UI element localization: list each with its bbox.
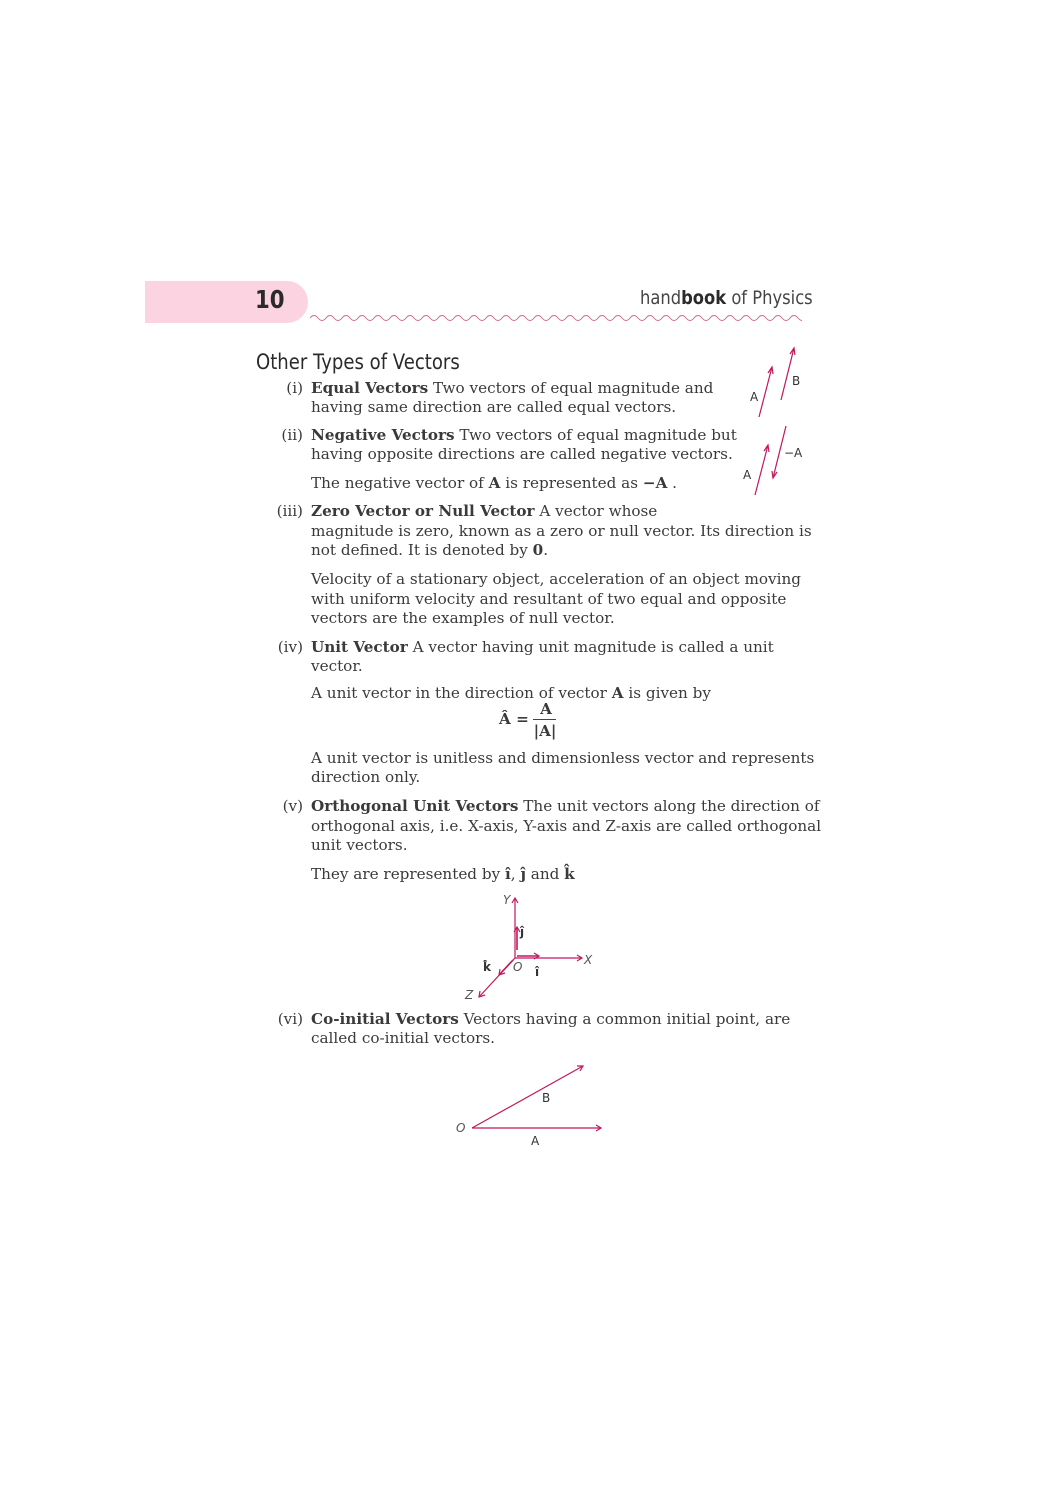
item-v-line3: unit vectors.	[311, 836, 408, 854]
coinitial-label-origin: O	[456, 1121, 466, 1135]
item-v-line1: Orthogonal Unit Vectors The unit vectors along the direction of	[311, 797, 820, 815]
formula-fraction-bar	[533, 719, 556, 720]
item-iv-line2: vector.	[311, 657, 363, 675]
item-iii-para-line1: Velocity of a stationary object, acceleration of an object moving	[311, 570, 801, 588]
vector-a-arrow	[759, 367, 772, 417]
item-vi-line1: Co-initial Vectors Vectors having a common initial point, are	[311, 1010, 791, 1028]
vector-a-arrow	[755, 445, 768, 495]
orthogonal-axes-figure	[460, 890, 600, 1005]
item-iii-para-line2: with uniform velocity and resultant of two equal and opposite	[311, 590, 787, 608]
negative-label-neg-a: −A	[784, 446, 803, 460]
item-vi-line2: called co-initial vectors.	[311, 1029, 495, 1047]
coinitial-label-a: A	[531, 1134, 540, 1148]
item-number-v: (v)	[282, 797, 303, 815]
axis-label-x: X	[584, 953, 593, 967]
axis-label-i: î	[535, 965, 540, 979]
item-iii-line1: Zero Vector or Null Vector A vector whose	[311, 502, 658, 520]
item-iii-line2: magnitude is zero, known as a zero or null vector. Its direction is	[311, 522, 812, 540]
item-number-ii: (ii)	[281, 426, 303, 444]
item-iv-para-line1: A unit vector is unitless and dimensionless vector and represents	[311, 749, 815, 767]
equal-label-a: A	[750, 390, 759, 404]
formula-denominator: |A|	[533, 722, 557, 740]
page-number: 10	[255, 285, 285, 314]
k-unit-vector	[499, 960, 513, 975]
item-iii-para-line3: vectors are the examples of null vector.	[311, 609, 615, 627]
header-wave-divider	[310, 312, 802, 324]
axis-label-j: ĵ	[520, 925, 525, 939]
item-ii-line2: having opposite directions are called negative vectors.	[311, 445, 733, 463]
section-title: Other Types of Vectors	[256, 350, 460, 374]
item-ii-note: The negative vector of A is represented as −A .	[311, 474, 678, 492]
item-v-line2: orthogonal axis, i.e. X-axis, Y-axis and Z-axis are called orthogonal	[311, 817, 822, 835]
item-i-line1: Equal Vectors Two vectors of equal magnitude and	[311, 379, 714, 397]
item-number-vi: (vi)	[277, 1010, 303, 1028]
axis-label-k: k̂	[483, 960, 491, 974]
book-title: handbook of Physics	[640, 287, 813, 309]
formula-lhs: Â =	[499, 710, 529, 728]
item-number-iv: (iv)	[277, 638, 303, 656]
vector-b-arrow	[472, 1066, 583, 1128]
negative-vectors-figure	[740, 420, 810, 500]
axis-label-y: Y	[503, 893, 511, 907]
formula-numerator: A	[540, 700, 552, 718]
equal-label-b: B	[792, 374, 801, 388]
item-i-line2: having same direction are called equal vectors.	[311, 398, 677, 416]
item-v-represented: They are represented by î, ĵ and k̂	[311, 865, 575, 883]
item-ii-line1: Negative Vectors Two vectors of equal magnitude but	[311, 426, 737, 444]
axis-label-origin: O	[513, 960, 523, 974]
item-iii-line3: not defined. It is denoted by 0.	[311, 541, 549, 559]
item-number-i: (i)	[286, 379, 303, 397]
coinitial-label-b: B	[542, 1091, 551, 1105]
negative-label-a: A	[743, 468, 752, 482]
item-iv-para-line2: direction only.	[311, 768, 421, 786]
item-iv-given: A unit vector in the direction of vector A is given by	[311, 684, 711, 702]
axis-label-z: Z	[465, 988, 474, 1002]
item-iv-line1: Unit Vector A vector having unit magnitude is called a unit	[311, 638, 774, 656]
item-number-iii: (iii)	[276, 502, 303, 520]
coinitial-vectors-figure	[465, 1058, 610, 1138]
